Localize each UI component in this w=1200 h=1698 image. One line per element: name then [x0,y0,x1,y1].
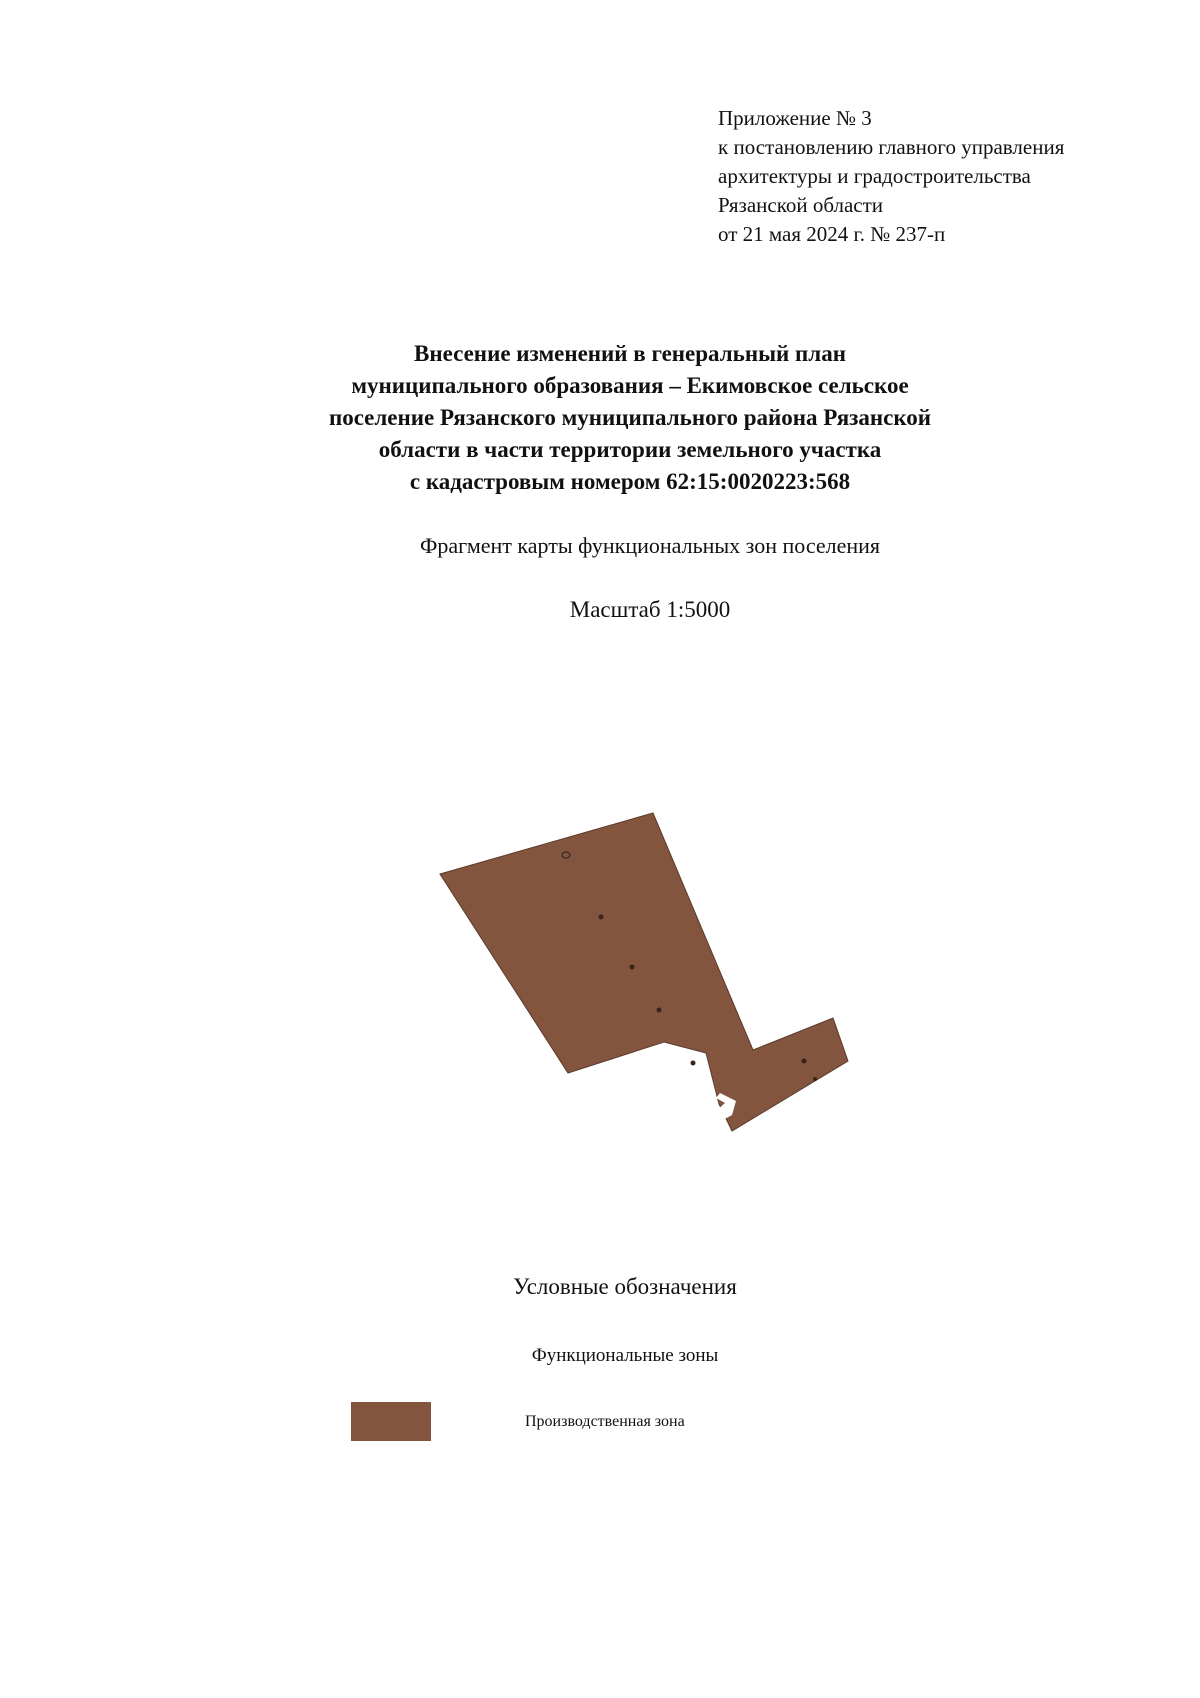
map-point-marker [691,1061,696,1066]
appendix-line: Приложение № 3 [718,106,872,130]
production-zone-parcel [440,813,848,1131]
legend-label-production-zone: Производственная зона [525,1413,685,1430]
map-subtitle: Фрагмент карты функциональных зон поселения [419,533,881,558]
title-line: с кадастровым номером 62:15:0020223:568 [409,469,851,494]
appendix-line: к постановлению главного управления [718,135,1065,159]
appendix-line: Рязанской области [718,193,884,217]
map-point-marker [802,1059,807,1064]
map-scale: Масштаб 1:5000 [569,597,731,622]
map-point-marker [630,965,635,970]
map-point-marker [599,915,604,920]
title-line: Внесение изменений в генеральный план [414,341,846,366]
title-line: муниципального образования – Екимовское сельское [351,373,909,398]
map-point-marker [813,1077,817,1081]
appendix-line: архитектуры и градостроительства [718,164,1031,188]
title-line: области в части территории земельного участка [378,437,882,462]
appendix-line: от 21 мая 2024 г. № 237-п [718,222,946,246]
map-point-marker [657,1008,662,1013]
legend-title: Условные обозначения [513,1274,737,1299]
legend-subtitle: Функциональные зоны [531,1345,719,1366]
legend-swatch-production-zone [351,1402,431,1441]
title-line: поселение Рязанского муниципального района Рязанской [328,405,932,430]
